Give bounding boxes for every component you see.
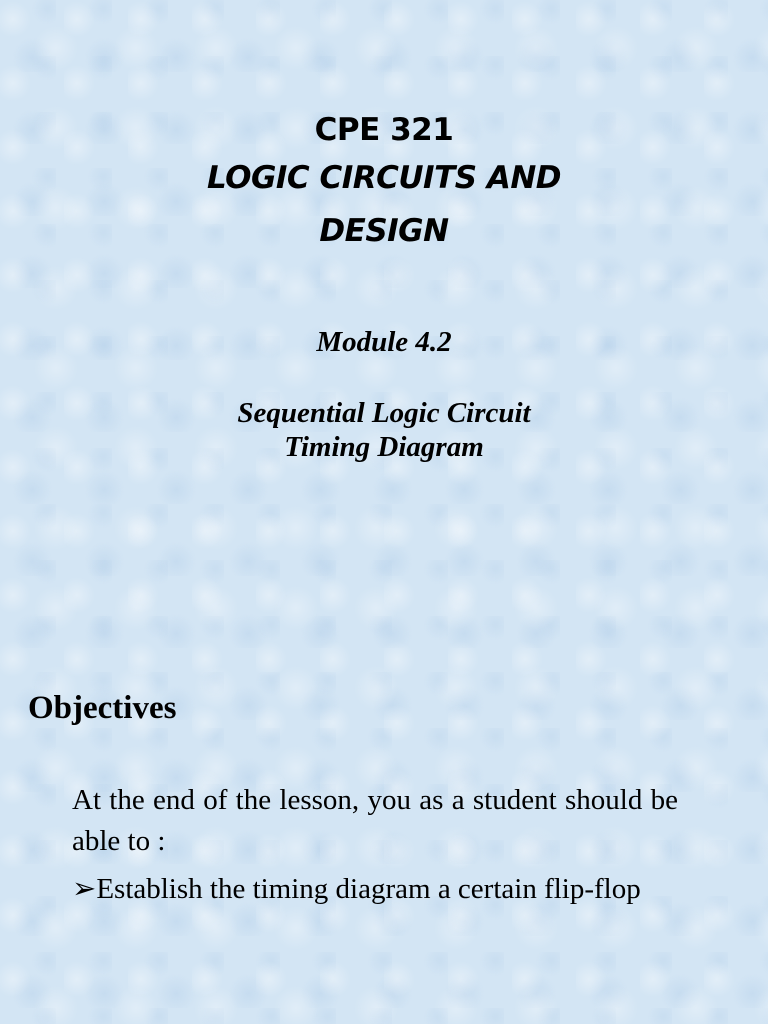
objectives-intro: At the end of the lesson, you as a student should be able to :	[72, 784, 678, 857]
module-number: Module 4.2	[316, 326, 452, 358]
objectives-body	[72, 780, 678, 910]
objective-item	[72, 869, 678, 910]
course-name-line-2: DESIGN	[319, 213, 449, 249]
course-code: CPE 321	[314, 112, 454, 148]
module-title	[0, 396, 768, 464]
course-title-block	[0, 108, 768, 258]
objectives-heading: Objectives	[28, 690, 177, 726]
module-title-line-2: Timing Diagram	[284, 431, 484, 463]
course-name-line-1: LOGIC CIRCUITS AND	[206, 160, 562, 196]
module-title-line-1: Sequential Logic Circuit	[237, 397, 531, 429]
objective-item-text: Establish the timing diagram a certain flip-flop	[96, 873, 641, 905]
module-block	[0, 322, 768, 464]
arrow-bullet-icon: ➢	[72, 873, 97, 905]
